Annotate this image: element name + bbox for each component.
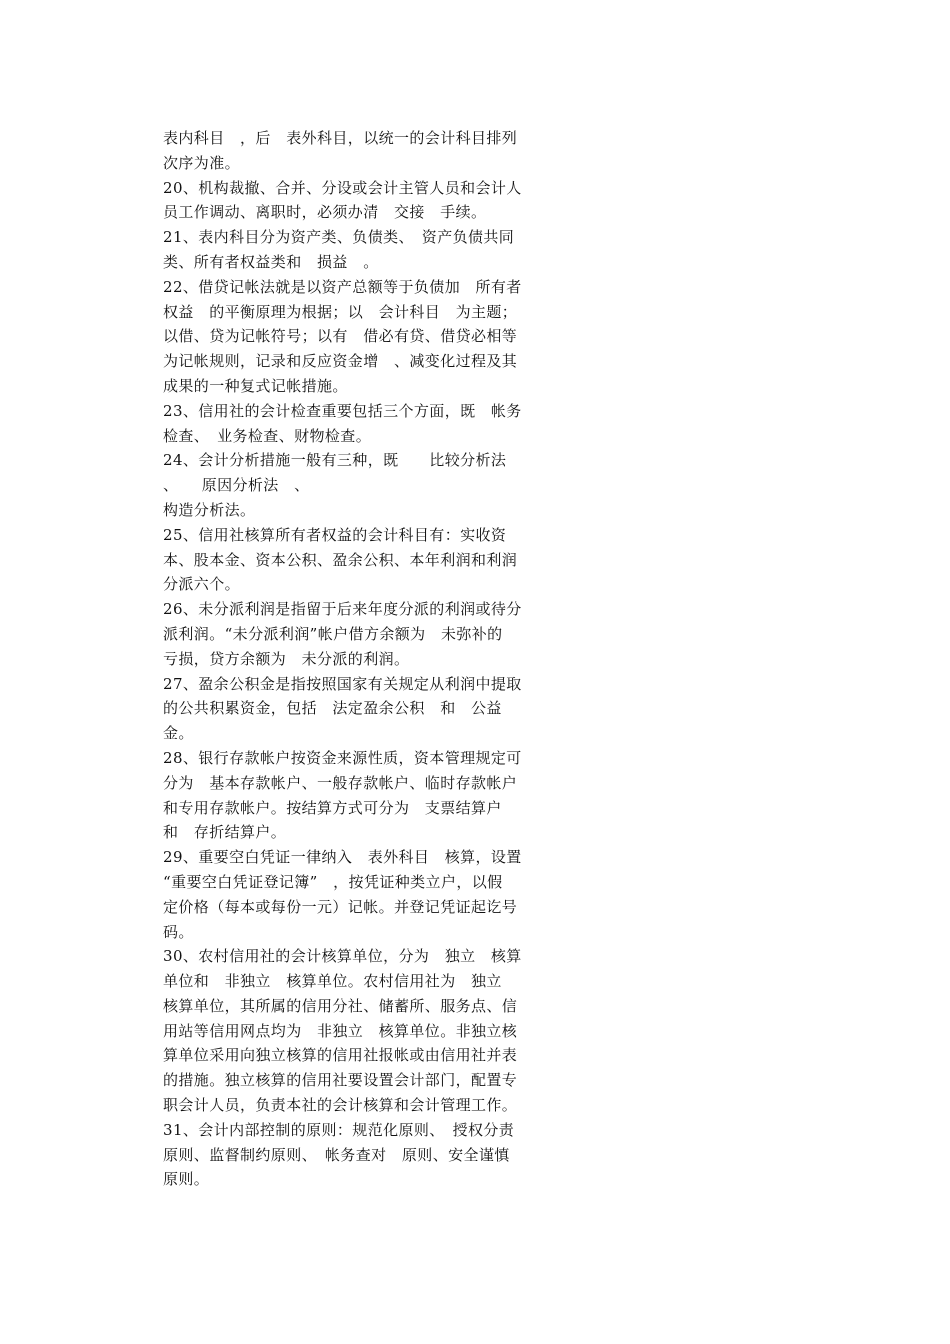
text-line: 31、会计内部控制的原则：规范化原则、 授权分责: [163, 1120, 515, 1139]
text-line: 用站等信用网点均为 非独立 核算单位。非独立核: [163, 1021, 518, 1040]
text-line: 21、表内科目分为资产类、负债类、 资产负债共同: [163, 228, 515, 247]
text-line: 金。: [163, 724, 194, 743]
text-line: 和 存折结算户。: [163, 823, 287, 842]
text-line: 的措施。独立核算的信用社要设置会计部门，配置专: [163, 1071, 518, 1090]
text-line: 算单位采用向独立核算的信用社报帐或由信用社并表: [163, 1046, 518, 1065]
text-line: 和专用存款帐户。按结算方式可分为 支票结算户: [163, 798, 502, 817]
text-line: 本、股本金、资本公积、盈余公积、本年利润和利润: [163, 550, 518, 569]
text-line: 职会计人员，负责本社的会计核算和会计管理工作。: [163, 1096, 518, 1115]
text-line: 类、所有者权益类和 损益 。: [163, 252, 379, 271]
text-line: 亏损，贷方余额为 未分派的利润。: [163, 649, 410, 668]
text-line: 29、重要空白凭证一律纳入 表外科目 核算，设置: [163, 848, 522, 867]
text-line: 定价格（每本或每份一元）记帐。并登记凭证起讫号: [163, 897, 518, 916]
text-line: 30、农村信用社的会计核算单位，分为 独立 核算: [163, 947, 522, 966]
text-line: 次序为准。: [163, 153, 241, 172]
text-line: 以借、贷为记帐符号；以有 借必有贷、借贷必相等: [163, 327, 518, 346]
text-line: 的公共积累资金，包括 法定盈余公积 和 公益: [163, 699, 502, 718]
text-line: 27、盈余公积金是指按照国家有关规定从利润中提取: [163, 674, 522, 693]
text-line: 原则。: [163, 1170, 210, 1189]
text-line: 员工作调动、离职时，必须办清 交接 手续。: [163, 203, 487, 222]
text-line: 权益 的平衡原理为根据；以 会计科目 为主题；: [163, 302, 518, 321]
text-line: 22、借贷记帐法就是以资产总额等于负债加 所有者: [163, 277, 522, 296]
text-line: 24、会计分析措施一般有三种，既 比较分析法: [163, 451, 507, 470]
text-line: 28、银行存款帐户按资金来源性质，资本管理规定可: [163, 748, 522, 767]
text-line: 分派六个。: [163, 575, 241, 594]
text-line: 检查、 业务检查、财物检查。: [163, 426, 372, 445]
text-line: 、 原因分析法 、: [163, 476, 310, 495]
text-line: 原则、监督制约原则、 帐务查对 原则、安全谨慎: [163, 1145, 510, 1164]
text-line: “重要空白凭证登记簿” ，按凭证种类立户，以假: [163, 872, 503, 891]
text-line: 为记帐规则，记录和反应资金增 、减变化过程及其: [163, 352, 518, 371]
text-line: 单位和 非独立 核算单位。农村信用社为 独立: [163, 972, 502, 991]
text-line: 23、信用社的会计检查重要包括三个方面，既 帐务: [163, 401, 522, 420]
text-line: 26、未分派利润是指留于后来年度分派的利润或待分: [163, 600, 522, 619]
text-line: 成果的一种复式记帐措施。: [163, 376, 348, 395]
text-line: 构造分析法。: [163, 500, 256, 519]
text-line: 25、信用社核算所有者权益的会计科目有：实收资: [163, 525, 507, 544]
text-line: 核算单位，其所属的信用分社、储蓄所、服务点、信: [163, 996, 518, 1015]
text-line: 20、机构裁撤、合并、分设或会计主管人员和会计人: [163, 178, 522, 197]
text-line: 表内科目 ，后 表外科目，以统一的会计科目排列: [163, 129, 518, 147]
text-line: 码。: [163, 922, 194, 941]
text-line: 分为 基本存款帐户、一般存款帐户、临时存款帐户: [163, 773, 518, 792]
document-text-column: [163, 126, 555, 1192]
text-line: 派利润。“未分派利润”帐户借方余额为 未弥补的: [163, 624, 503, 643]
